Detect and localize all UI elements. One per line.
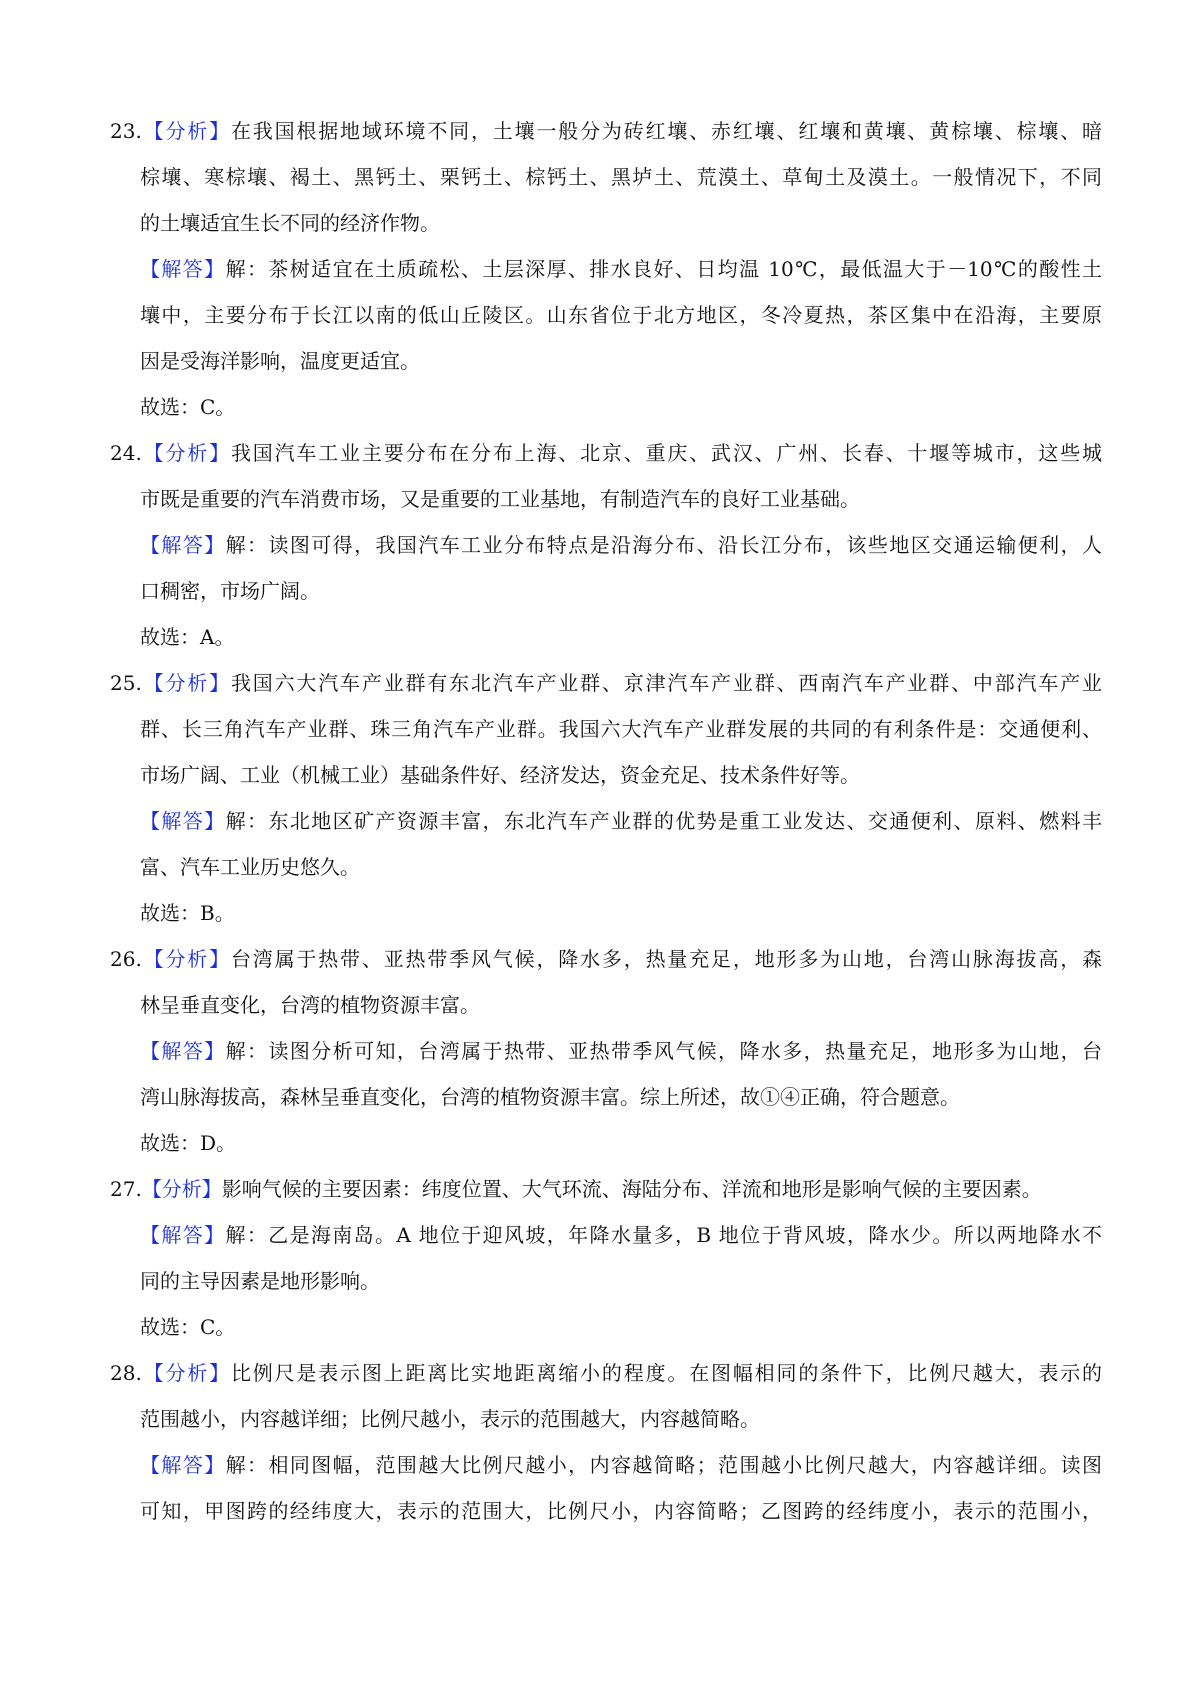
analysis-line	[110, 982, 1102, 1028]
choice-line: 故选：D。	[140, 1131, 237, 1155]
question-number: 23.	[110, 119, 142, 143]
answer-text: 湾山脉海拔高，森林呈垂直变化，台湾的植物资源丰富。综上所述，故①④正确，符合题意。	[140, 1085, 960, 1109]
analysis-text: 林呈垂直变化，台湾的植物资源丰富。	[140, 993, 480, 1017]
answer-line	[110, 292, 1102, 338]
answer-text: 解：相同图幅，范围越大比例尺越小，内容越简略；范围越小比例尺越大，内容越详细。读图	[225, 1453, 1102, 1477]
analysis-line	[110, 1396, 1102, 1442]
question-27	[110, 1166, 1102, 1350]
analysis-line	[110, 1166, 1102, 1212]
answer-text: 解：乙是海南岛。A 地位于迎风坡，年降水量多，B 地位于背风坡，降水少。所以两地降水不	[225, 1223, 1102, 1247]
analysis-line	[110, 706, 1102, 752]
choice-line: 故选：A。	[140, 625, 235, 649]
answer-line	[110, 798, 1102, 844]
question-number: 25.	[110, 671, 142, 695]
question-number: 27.	[110, 1177, 142, 1201]
question-23	[110, 108, 1102, 430]
analysis-line	[110, 430, 1102, 476]
answer-line	[110, 568, 1102, 614]
analysis-text: 市既是重要的汽车消费市场，又是重要的工业基地，有制造汽车的良好工业基础。	[140, 487, 860, 511]
analysis-text: 我国汽车工业主要分布在分布上海、北京、重庆、武汉、广州、长春、十堰等城市，这些城	[230, 441, 1102, 465]
analysis-line	[110, 936, 1102, 982]
answer-text: 因是受海洋影响，温度更适宜。	[140, 349, 420, 373]
answer-text: 同的主导因素是地形影响。	[140, 1269, 380, 1293]
analysis-tag: 【分析】	[141, 947, 231, 971]
analysis-line	[110, 108, 1102, 154]
answer-line	[110, 1442, 1102, 1488]
answer-line	[110, 246, 1102, 292]
question-24	[110, 430, 1102, 660]
answer-line	[110, 1212, 1102, 1258]
analysis-tag: 【分析】	[141, 441, 231, 465]
answer-line	[110, 338, 1102, 384]
analysis-text: 的土壤适宜生长不同的经济作物。	[140, 211, 440, 235]
answer-text: 可知，甲图跨的经纬度大，表示的范围大，比例尺小，内容简略；乙图跨的经纬度小，表示的范围小，	[140, 1499, 1102, 1523]
question-number: 24.	[110, 441, 142, 465]
choice-line: 故选：B。	[140, 901, 235, 925]
analysis-line	[110, 154, 1102, 200]
question-number: 28.	[110, 1361, 142, 1385]
analysis-text: 群、长三角汽车产业群、珠三角汽车产业群。我国六大汽车产业群发展的共同的有利条件是：交通便利、	[140, 717, 1102, 741]
answer-line	[110, 1074, 1102, 1120]
answer-tag: 【解答】	[140, 1453, 226, 1477]
answer-tag: 【解答】	[140, 257, 226, 281]
answer-text: 解：茶树适宜在土质疏松、土层深厚、排水良好、日均温 10℃，最低温大于－10℃的酸性土	[225, 257, 1102, 281]
answer-tag: 【解答】	[140, 1039, 226, 1063]
analysis-tag: 【分析】	[141, 1361, 231, 1385]
analysis-line	[110, 476, 1102, 522]
answer-text: 解：东北地区矿产资源丰富，东北汽车产业群的优势是重工业发达、交通便利、原料、燃料丰	[225, 809, 1102, 833]
answer-text: 富、汽车工业历史悠久。	[140, 855, 360, 879]
answer-text: 解：读图分析可知，台湾属于热带、亚热带季风气候，降水多，热量充足，地形多为山地，台	[225, 1039, 1102, 1063]
answer-text: 解：读图可得，我国汽车工业分布特点是沿海分布、沿长江分布，该些地区交通运输便利，人	[225, 533, 1102, 557]
analysis-tag: 【分析】	[141, 1177, 222, 1201]
choice-line: 故选：C。	[140, 1315, 236, 1339]
answer-text: 壤中，主要分布于长江以南的低山丘陵区。山东省位于北方地区，冬冷夏热，茶区集中在沿海，主要原	[140, 303, 1102, 327]
answer-line	[110, 1028, 1102, 1074]
answer-line	[110, 1488, 1102, 1534]
analysis-line	[110, 752, 1102, 798]
analysis-tag: 【分析】	[141, 119, 231, 143]
answer-tag: 【解答】	[140, 809, 226, 833]
answer-line	[110, 1258, 1102, 1304]
question-28	[110, 1350, 1102, 1534]
question-25	[110, 660, 1102, 936]
analysis-text: 在我国根据地域环境不同，土壤一般分为砖红壤、赤红壤、红壤和黄壤、黄棕壤、棕壤、暗	[230, 119, 1102, 143]
analysis-text: 影响气候的主要因素：纬度位置、大气环流、海陆分布、洋流和地形是影响气候的主要因素。	[221, 1177, 1042, 1201]
answer-line	[110, 522, 1102, 568]
analysis-text: 范围越小，内容越详细；比例尺越小，表示的范围越大，内容越简略。	[140, 1407, 760, 1431]
analysis-text: 我国六大汽车产业群有东北汽车产业群、京津汽车产业群、西南汽车产业群、中部汽车产业	[230, 671, 1102, 695]
answer-tag: 【解答】	[140, 1223, 226, 1247]
question-number: 26.	[110, 947, 142, 971]
analysis-line	[110, 660, 1102, 706]
answer-line	[110, 844, 1102, 890]
question-26	[110, 936, 1102, 1166]
analysis-line	[110, 1350, 1102, 1396]
answer-tag: 【解答】	[140, 533, 226, 557]
analysis-text: 比例尺是表示图上距离比实地距离缩小的程度。在图幅相同的条件下，比例尺越大，表示的	[230, 1361, 1102, 1385]
analysis-text: 市场广阔、工业（机械工业）基础条件好、经济发达，资金充足、技术条件好等。	[140, 763, 860, 787]
analysis-line	[110, 200, 1102, 246]
analysis-tag: 【分析】	[141, 671, 231, 695]
analysis-text: 棕壤、寒棕壤、褐土、黑钙土、栗钙土、棕钙土、黑垆土、荒漠土、草甸土及漠土。一般情况下，不同	[140, 165, 1102, 189]
choice-line: 故选：C。	[140, 395, 236, 419]
analysis-text: 台湾属于热带、亚热带季风气候，降水多，热量充足，地形多为山地，台湾山脉海拔高，森	[230, 947, 1102, 971]
answer-text: 口稠密，市场广阔。	[140, 579, 320, 603]
